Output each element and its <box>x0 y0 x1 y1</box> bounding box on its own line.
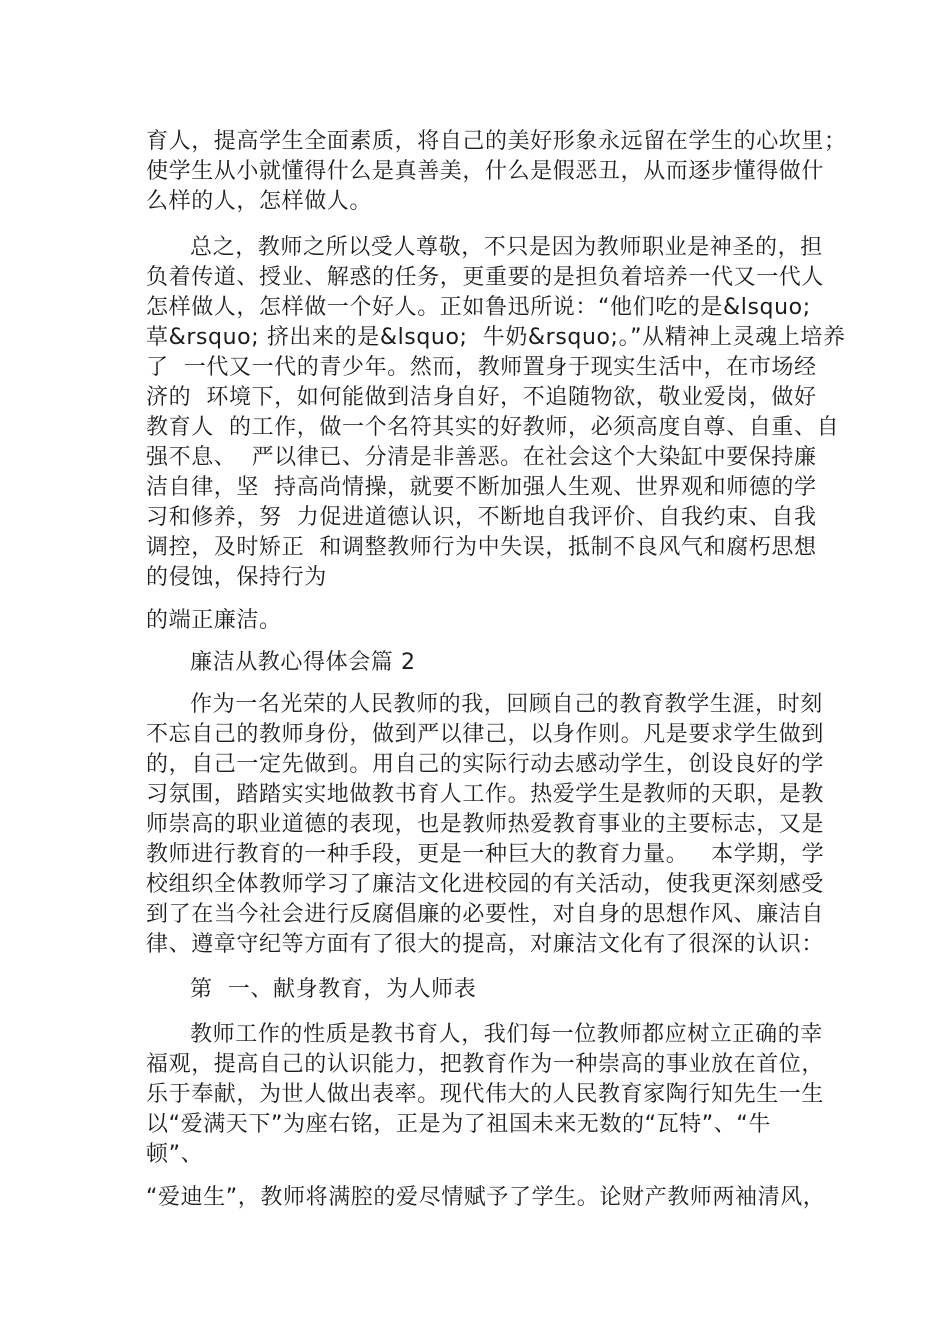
paragraph-line: 育人，提高学生全面素质，将自己的美好形象永远留在学生的心坎里； <box>146 129 847 154</box>
paragraph-line: 作为一名光荣的人民教师的我，回顾自己的教育教学生涯，时刻 <box>190 692 823 717</box>
paragraph-line: 济的 环境下，如何能做到洁身自好，不追随物欲，敬业爱岗，做好 <box>146 385 817 410</box>
paragraph-line: 调控，及时矫正 和调整教师行为中失误，抵制不良风气和腐朽思想 <box>146 535 817 560</box>
sub-heading: 第 一、献身教育，为人师表 <box>190 977 477 1002</box>
paragraph-line: 草&rsquo; 挤出来的是&lsquo; 牛奶&rsquo;。”从精神上灵魂上培养 <box>146 325 846 350</box>
paragraph-line: 么样的人，怎样做人。 <box>146 189 373 214</box>
paragraph-line: “爱迪生”，教师将满腔的爱尽情赋予了学生。论财产教师两袖清风， <box>146 1185 826 1210</box>
paragraph-line: 怎样做人，怎样做一个好人。正如鲁迅所说：“他们吃的是&lsquo; <box>146 295 811 320</box>
paragraph-line: 到了在当今社会进行反腐倡廉的必要性，对自身的思想作风、廉洁自 <box>146 902 825 927</box>
paragraph-line: 的侵蚀，保持行为 <box>146 565 327 590</box>
paragraph-line: 教育人 的工作，做一个名符其实的好教师，必须高度自尊、自重、自 <box>146 415 840 440</box>
paragraph-line: 乐于奉献，为世人做出表率。现代伟大的人民教育家陶行知先生一生 <box>146 1082 825 1107</box>
paragraph-line: 强不息、 严以律已、分清是非善恶。在社会这个大染缸中要保持廉 <box>146 445 817 470</box>
section-heading: 廉洁从教心得体会篇 2 <box>190 650 416 675</box>
paragraph-line: 使学生从小就懂得什么是真善美，什么是假恶丑，从而逐步懂得做什 <box>146 159 825 184</box>
paragraph-line: 的端正廉洁。 <box>146 608 282 633</box>
paragraph-line: 负着传道、授业、解惑的任务，更重要的是担负着培养一代又一代人 <box>146 265 825 290</box>
paragraph-line: 不忘自己的教师身份，做到严以律己，以身作则。凡是要求学生做到 <box>146 722 825 747</box>
paragraph-line: 福观，提高自己的认识能力，把教育作为一种崇高的事业放在首位， <box>146 1052 825 1077</box>
paragraph-line: 以“爱满天下”为座右铭，正是为了祖国未来无数的“瓦特”、“牛 <box>146 1112 771 1137</box>
paragraph-line: 洁自律，坚 持高尚情操，就要不断加强人生观、世界观和师德的学 <box>146 475 817 500</box>
paragraph-line: 律、遵章守纪等方面有了很大的提高，对廉洁文化有了很深的认识： <box>146 932 825 957</box>
paragraph-line: 习氛围，踏踏实实地做教书育人工作。热爱学生是教师的天职，是教 <box>146 782 825 807</box>
paragraph-line: 校组织全体教师学习了廉洁文化进校园的有关活动，使我更深刻感受 <box>146 872 825 897</box>
paragraph-line: 教师进行教育的一种手段，更是一种巨大的教育力量。 本学期，学 <box>146 842 825 867</box>
paragraph-line: 总之，教师之所以受人尊敬，不只是因为教师职业是神圣的，担 <box>190 235 823 260</box>
paragraph-line: 的，自己一定先做到。用自己的实际行动去感动学生，创设良好的学 <box>146 752 825 777</box>
paragraph-line: 习和修养，努 力促进道德认识，不断地自我评价、自我约束、自我 <box>146 505 817 530</box>
paragraph-line: 顿”、 <box>146 1142 204 1167</box>
paragraph-line: 教师工作的性质是教书育人，我们每一位教师都应树立正确的幸 <box>190 1022 823 1047</box>
paragraph-line: 师崇高的职业道德的表现，也是教师热爱教育事业的主要标志，又是 <box>146 812 825 837</box>
paragraph-line: 了 一代又一代的青少年。然而，教师置身于现实生活中，在市场经 <box>146 355 817 380</box>
